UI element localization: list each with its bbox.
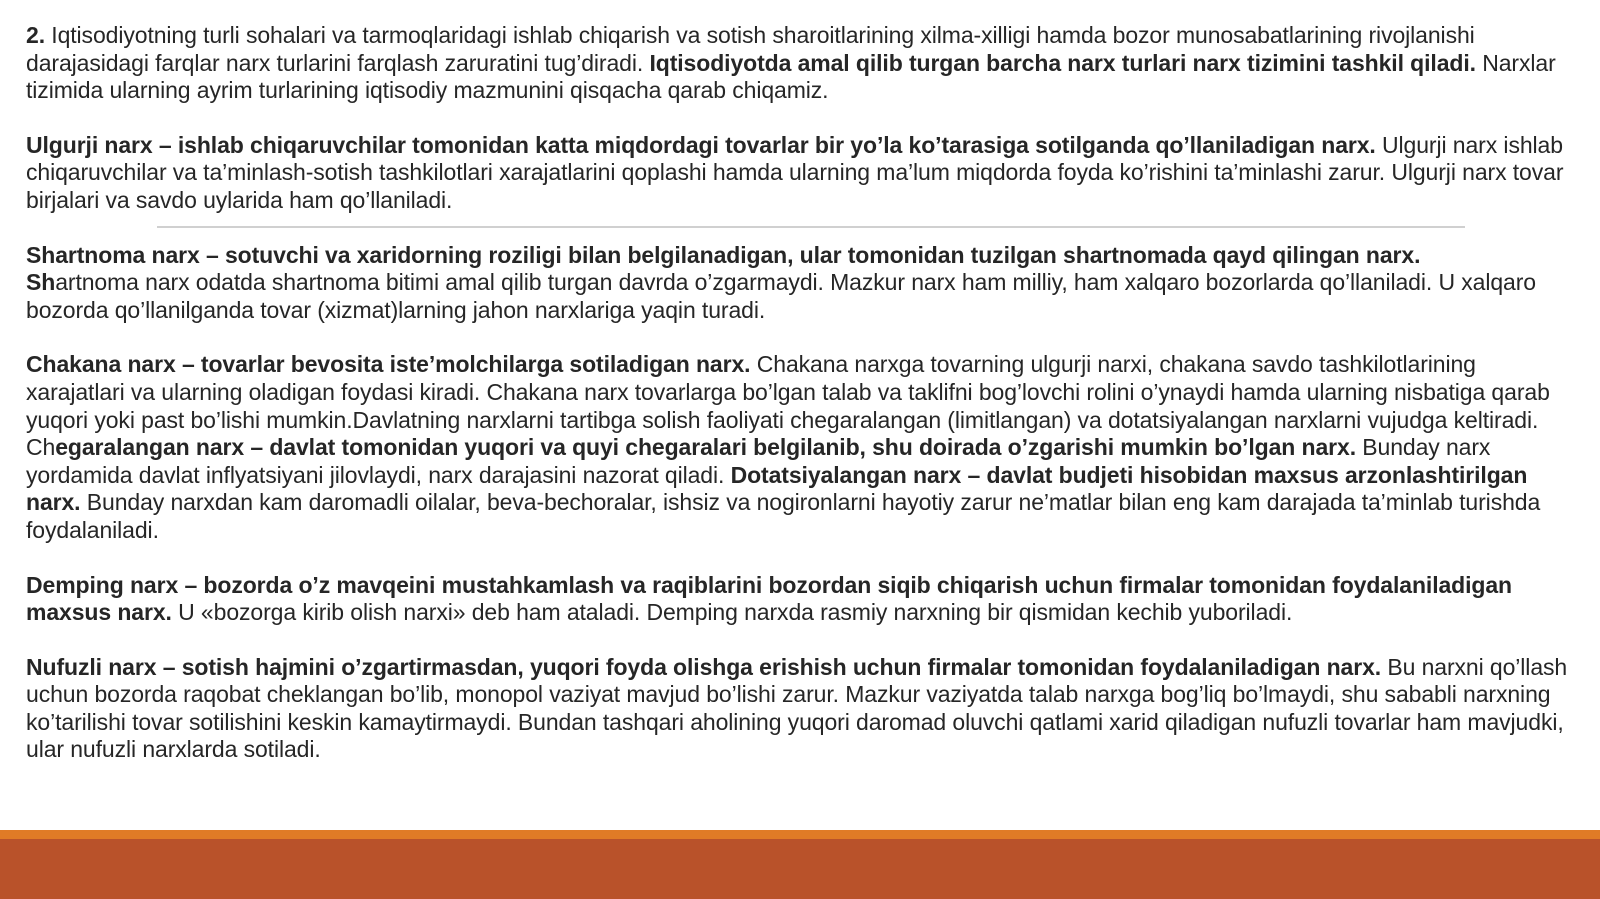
paragraph-prestige-price bbox=[26, 654, 1576, 764]
prestige-text: Bu narxni qo’llash uchun bozorda raqobat cheklangan bo’lib, monopol vaziyat mavjud bo’lishi zarur. Mazkur vaziyatda talab narxga bog’liq bo’lmaydi, shu sababli narxning ko’tarilishi tovar sotilishini keskin kamaytirmaydi. Bundan tashqari aholining yuqori daromad oluvchi qatlami xarid qiladigan nufuzli tovarlar ham mavjudki, ular nufuzli narxlarda sotiladi. bbox=[26, 653, 1568, 763]
slide-content bbox=[26, 22, 1576, 791]
footer-accent-line bbox=[0, 830, 1600, 839]
paragraph-retail-price bbox=[26, 351, 1576, 544]
limited-price-text: Bunday narx yordamida davlat inflyatsiyani jilovlaydi, narx darajasini nazorat qiladi. bbox=[26, 434, 1491, 488]
dumping-definition: Demping narx – bozorda o’z mavqeini mustahkamlash va raqiblarini bozordan siqib chiqarish uchun firmalar tomonidan foydalaniladigan maxsus narx. bbox=[26, 571, 1513, 626]
wholesale-text: Ulgurji narx ishlab chiqaruvchilar va ta’minlash-sotish tashkilotlari xarajatlarini qoplashi hamda ularning ma’lum miqdorda foyda ko’rishini ta’minlashi zarur. Ulgurji narx tovar birjalari va savdo uylarida ham qo’llaniladi. bbox=[26, 131, 1564, 213]
limited-price-definition: egaralangan narx – davlat tomonidan yuqori va quyi chegaralari belgilanib, shu doirada o’zgarishi mumkin bo’lgan narx. bbox=[55, 434, 1356, 461]
divider-line bbox=[157, 226, 1465, 228]
paragraph-wholesale-price bbox=[26, 132, 1576, 215]
paragraph-number: 2. bbox=[26, 22, 45, 48]
intro-text-end: Narxlar tizimida ularning ayrim turlarining iqtisodiy mazmunini qisqacha qarab chiqamiz. bbox=[26, 49, 1556, 104]
retail-text: Chakana narxga tovarning ulgurji narxi, chakana savdo tashkilotlarining xarajatlari va ularning oladigan foydasi kiradi. Chakana narx tovarlarga bo’lgan talab va taklifni bog’lovchi rolini o’ynaydi hamda ularning nisbatiga qarab yuqori yoki past bo’lishi mumkin.Davlatning narxlarni tartibga solish faoliyati chegaralangan (limitlangan) va dotatsiyalangan narxlarni vujudga keltiradi. Ch bbox=[26, 351, 1550, 461]
footer-band bbox=[0, 839, 1600, 899]
intro-text: Iqtisodiyotning turli sohalari va tarmoqlaridagi ishlab chiqarish va sotish sharoitlarining xilma-xilligi hamda bozor munosabatlarining rivojlanishi darajasidagi farqlar narx turlarini farqlash zaruratini tug’diradi. bbox=[26, 22, 1475, 76]
intro-bold-statement: Iqtisodiyotda amal qilib turgan barcha narx turlari narx tizimini tashkil qiladi. bbox=[649, 49, 1476, 76]
paragraph-contract-price bbox=[26, 242, 1576, 325]
wholesale-definition: Ulgurji narx – ishlab chiqaruvchilar tomonidan katta miqdordagi tovarlar bir yo’la ko’tarasiga sotilganda qo’llaniladigan narx. bbox=[26, 131, 1376, 158]
paragraph-intro bbox=[26, 22, 1576, 105]
dumping-text: U «bozorga kirib olish narxi» deb ham ataladi. Demping narxda rasmiy narxning bir qismidan kechib yuboriladi. bbox=[171, 599, 1293, 626]
contract-lead: Sh bbox=[26, 269, 56, 296]
prestige-definition: Nufuzli narx – sotish hajmini o’zgartirmasdan, yuqori foyda olishga erishish uchun firmalar tomonidan foydalaniladigan narx. bbox=[26, 653, 1382, 680]
subsidized-price-text: Bunday narxdan kam daromadli oilalar, beva-bechoralar, ishsiz va nogironlarni hayotiy zarur ne’matlar bilan eng kam darajada ta’minlab turishda foydalaniladi. bbox=[26, 489, 1541, 543]
paragraph-dumping-price bbox=[26, 572, 1576, 627]
retail-definition: Chakana narx – tovarlar bevosita iste’molchilarga sotiladigan narx. bbox=[26, 351, 751, 378]
contract-definition: Shartnoma narx – sotuvchi va xaridorning roziligi bilan belgilanadigan, ular tomonidan tuzilgan shartnomada qayd qilingan narx. bbox=[26, 241, 1421, 268]
contract-text: artnoma narx odatda shartnoma bitimi amal qilib turgan davrda o’zgarmaydi. Mazkur narx ham milliy, ham xalqaro bozorlarda qo’llaniladi. U xalqaro bozorda qo’llanilganda tovar (xizmat)larning jahon narxlariga yaqin turadi. bbox=[26, 269, 1536, 323]
subsidized-price-definition: Dotatsiyalangan narx – davlat budjeti hisobidan maxsus arzonlashtirilgan narx. bbox=[26, 461, 1528, 516]
